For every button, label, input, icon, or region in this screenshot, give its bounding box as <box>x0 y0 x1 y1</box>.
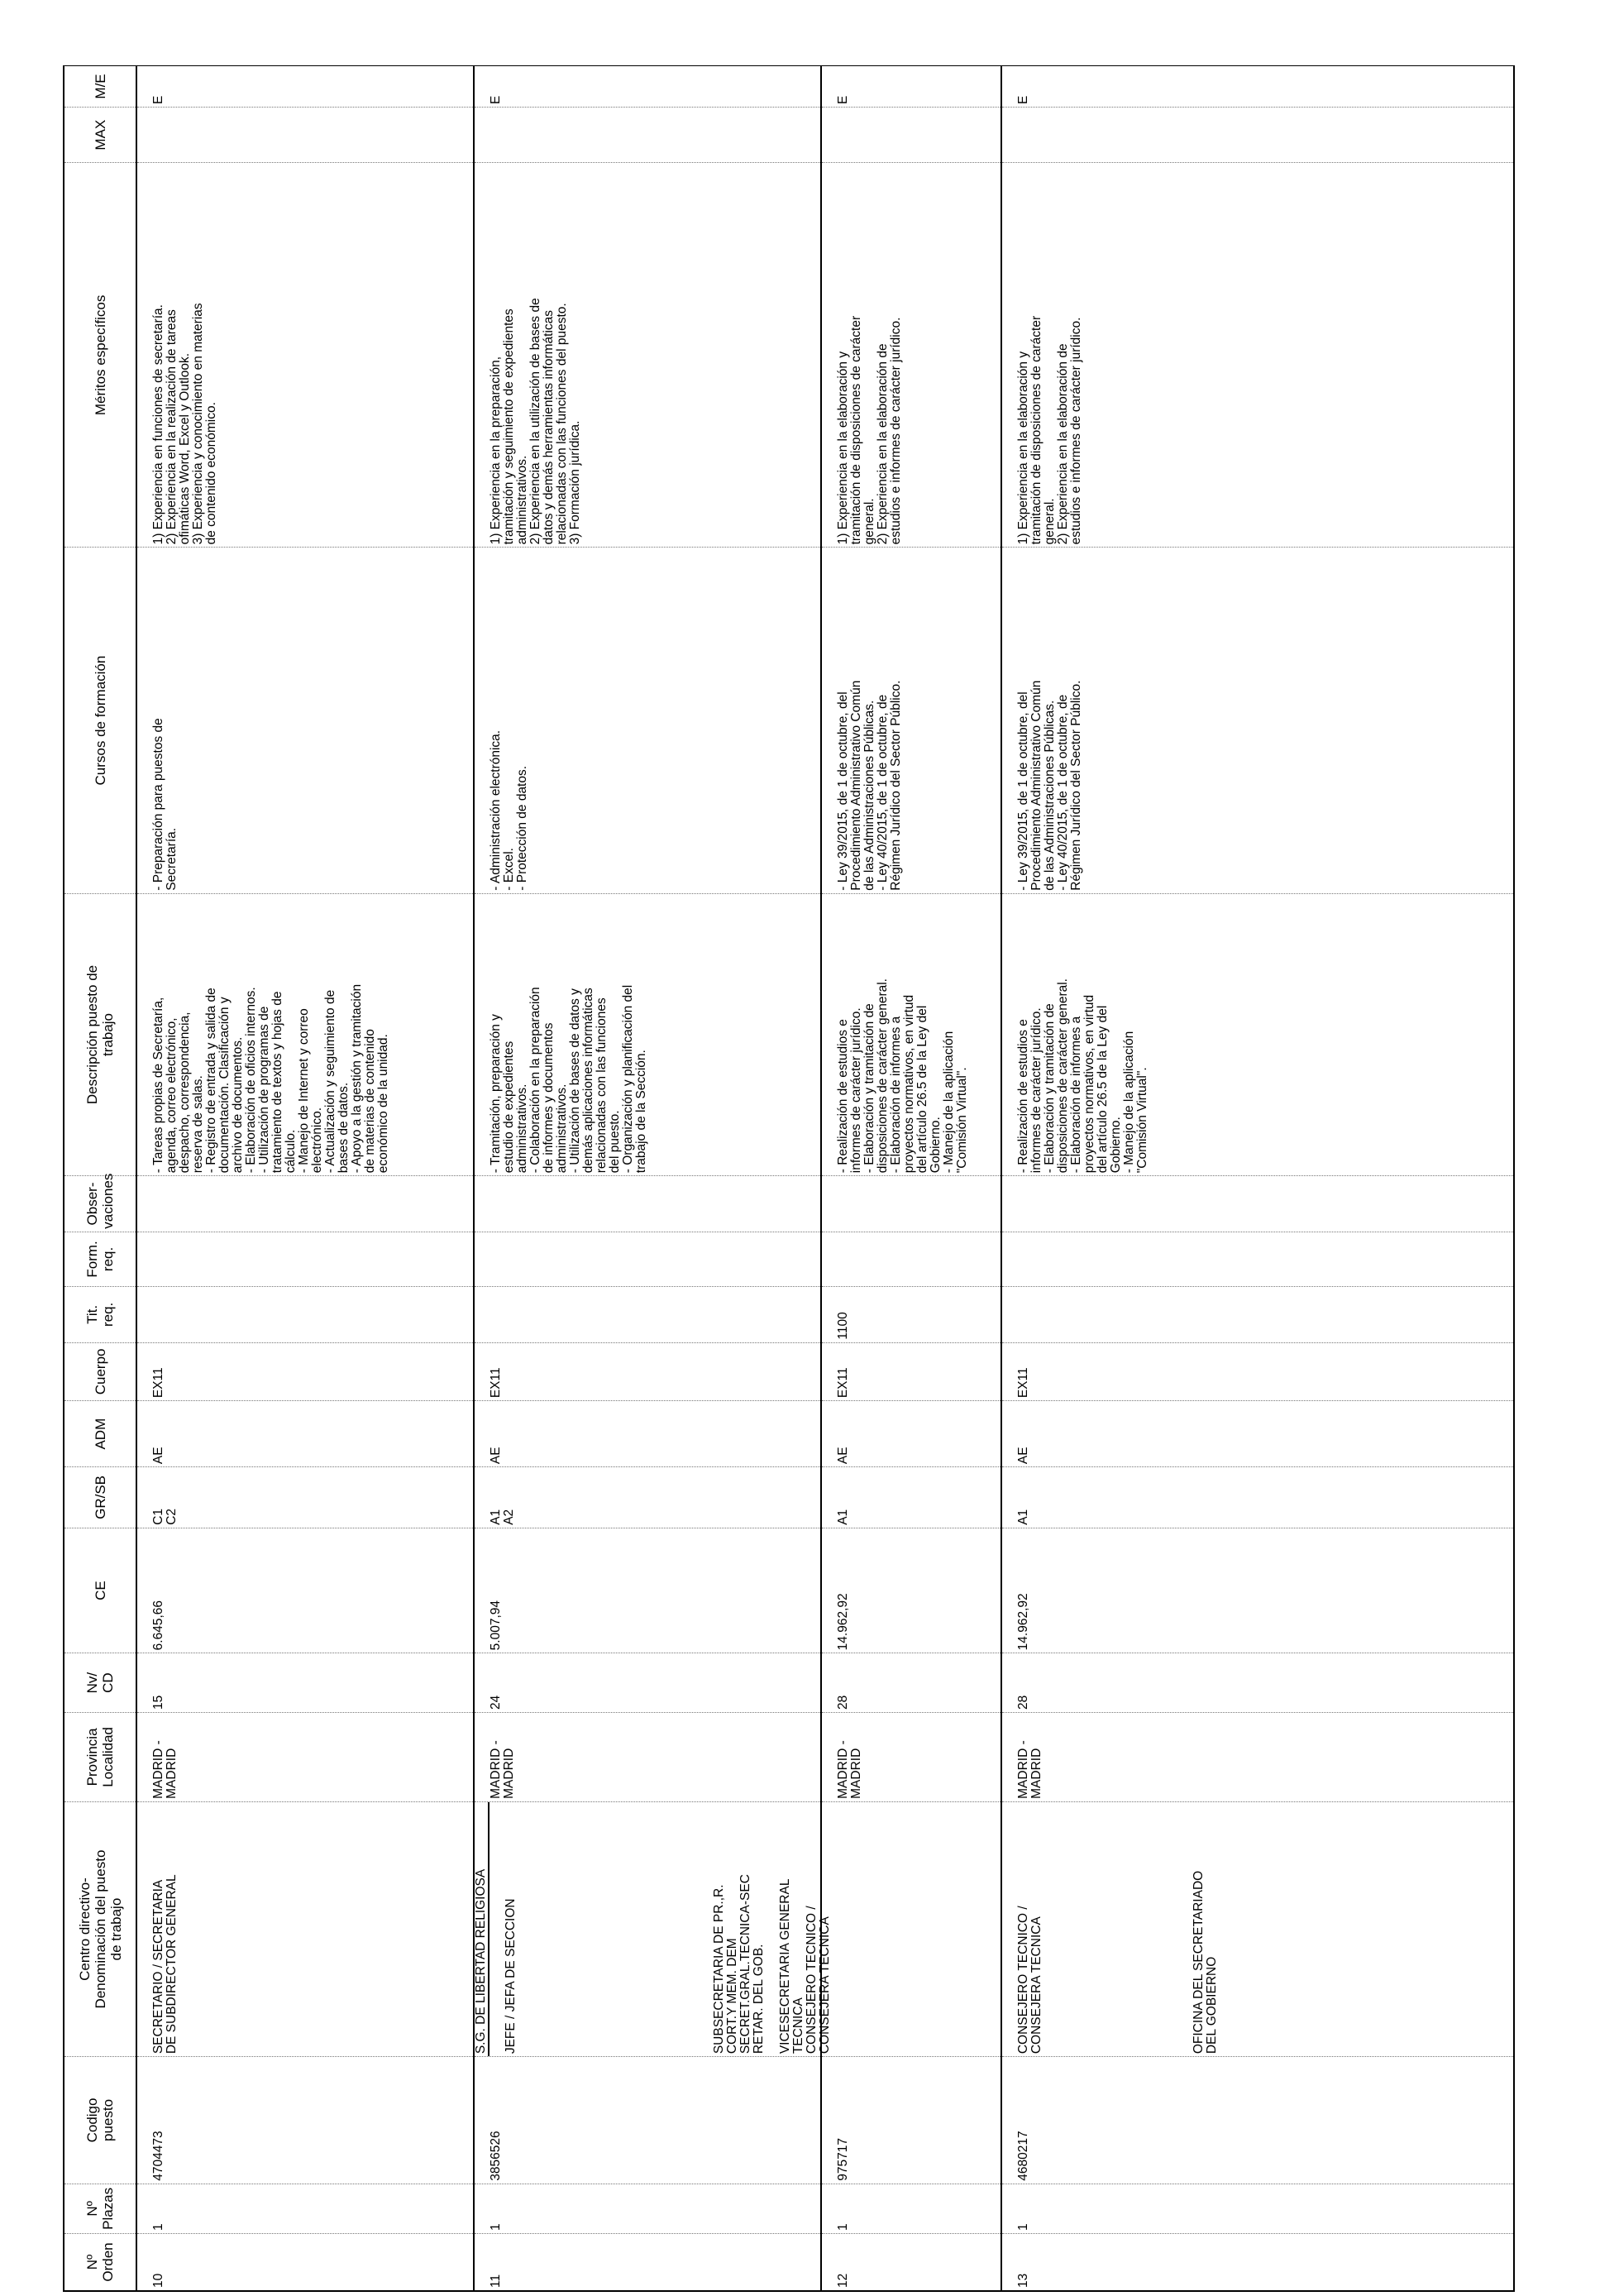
header-row <box>64 66 136 2292</box>
cell-max <box>821 107 1001 162</box>
cell-cursos: - Preparación para puestos de Secretaría. <box>136 548 474 893</box>
header-me: M/E <box>64 66 136 108</box>
cell-adm: AE <box>136 1401 474 1467</box>
header-cuerpo: Cuerpo <box>64 1342 136 1401</box>
cell-me: E <box>1001 66 1514 108</box>
cell-ce: 14.962,92 <box>821 1528 1001 1653</box>
cell-titulacion <box>136 1287 474 1342</box>
cell-nivel: 28 <box>821 1653 1001 1713</box>
header-provincia: Provincia Localidad <box>64 1712 136 1801</box>
header-codigo: Codigo puesto <box>64 2057 136 2184</box>
cell-max <box>474 107 821 162</box>
cell-max <box>1001 107 1514 162</box>
cell-nivel: 24 <box>474 1653 821 1713</box>
cell-grupo: A1 A2 <box>474 1467 821 1528</box>
cell-descripcion: - Tramitación, preparación y estudio de expedientes administrativos. - Colaboración en la preparación de informes y documentos administrativos. - Utilización de bases de datos y demás aplicaciones informáticas relacionadas con las funciones del puesto. - Organización y planificación del trabajo de la Sección. <box>474 893 821 1176</box>
header-adm: ADM <box>64 1401 136 1467</box>
cell-ce: 6.645,66 <box>136 1528 474 1653</box>
cell-codigo: 4704473 <box>136 2057 474 2184</box>
cell-centro: SECRETARIO / SECRETARIA DE SUBDIRECTOR GENERAL <box>136 1801 474 2056</box>
cell-adm: AE <box>474 1401 821 1467</box>
cell-ce: 14.962,92 <box>1001 1528 1514 1653</box>
cell-descripcion: - Tareas propias de Secretaría, agenda, correo electrónico, despacho, correspondencia, reserva de salas. - Registro de entrada y salida de documentación. Clasificación y archivo de documentos. - Elaboración de oficios internos. - Utilización de programas de tratamiento de textos y hojas de cálculo. - Manejo de Internet y correo electrónico. - Actualización y seguimiento de bases de datos. - Apoyo a la gestión y tramitación de materias de contenido económico de la unidad. <box>136 893 474 1176</box>
header-plazas: Nº Plazas <box>64 2184 136 2233</box>
cell-ce: 5.007,94 <box>474 1528 821 1653</box>
cell-cursos: - Administración electrónica. - Excel. - Protección de datos. <box>474 548 821 893</box>
cell-grupo: A1 <box>821 1467 1001 1528</box>
header-orden: Nº Orden <box>64 2233 136 2291</box>
cell-grupo: A1 <box>1001 1467 1514 1528</box>
cell-titulacion <box>1001 1287 1514 1342</box>
cell-codigo: 4680217 <box>1001 2057 1514 2184</box>
header-grupo: GR/SB <box>64 1467 136 1528</box>
cell-titulacion: 1100 <box>821 1287 1001 1342</box>
cell-grupo: C1 C2 <box>136 1467 474 1528</box>
header-observaciones: Obser- vaciones <box>64 1176 136 1232</box>
centro-group-label: S.G. DE LIBERTAD RELIGIOSA <box>474 1868 488 2054</box>
cell-observaciones <box>1001 1176 1514 1232</box>
header-meritos: Méritos específicos <box>64 163 136 548</box>
centro-group-label: SUBSECRETARIA DE PR.,R. CORT.Y MEM. DEM SECRET.GRAL.TECNICA-SEC RETAR. DEL GOB. VICESECRETARIA GENERAL TECNICA <box>712 1874 805 2054</box>
cell-observaciones <box>136 1176 474 1232</box>
cell-plazas: 1 <box>474 2184 821 2233</box>
header-nivel: Nv/ CD <box>64 1653 136 1713</box>
cell-cuerpo: EX11 <box>821 1342 1001 1401</box>
cell-me: E <box>474 66 821 108</box>
header-centro: Centro directivo- Denominación del puesto de trabajo <box>64 1801 136 2056</box>
cell-meritos: 1) Experiencia en la preparación, tramitación y seguimiento de expedientes administrativos. 2) Experiencia en la utilización de bases de datos y demás herramientas informáticas relacionadas con las funciones del puesto. 3) Formación jurídica. <box>474 163 821 548</box>
cell-provincia: MADRID - MADRID <box>1001 1712 1514 1801</box>
table-row <box>821 66 1001 2292</box>
cell-centro <box>1001 1801 1514 2056</box>
cell-me: E <box>136 66 474 108</box>
cell-observaciones <box>474 1176 821 1232</box>
header-cursos: Cursos de formación <box>64 548 136 893</box>
cell-max <box>136 107 474 162</box>
cell-cursos: - Ley 39/2015, de 1 de octubre, del Procedimiento Administrativo Común de las Administraciones Públicas. - Ley 40/2015, de 1 de octubre, de Régimen Jurídico del Sector Público. <box>1001 548 1514 893</box>
cell-orden: 11 <box>474 2233 821 2291</box>
table-row <box>136 66 474 2292</box>
cell-orden: 10 <box>136 2233 474 2291</box>
cell-plazas: 1 <box>136 2184 474 2233</box>
centro-group-label: OFICINA DEL SECRETARIADO DEL GOBIERNO <box>1192 1870 1219 2054</box>
cell-codigo: 3856526 <box>474 2057 821 2184</box>
table-row <box>1001 66 1514 2292</box>
cell-meritos: 1) Experiencia en la elaboración y tramitación de disposiciones de carácter general. 2) Experiencia en la elaboración de estudios e informes de carácter jurídico. <box>821 163 1001 548</box>
cell-centro <box>712 1801 1001 2056</box>
puestos-table <box>63 65 1515 2292</box>
cell-formacion <box>136 1232 474 1286</box>
cell-me: E <box>821 66 1001 108</box>
cell-adm: AE <box>1001 1401 1514 1467</box>
cell-formacion <box>474 1232 821 1286</box>
cell-plazas: 1 <box>1001 2184 1514 2233</box>
cell-cuerpo: EX11 <box>474 1342 821 1401</box>
cell-cuerpo: EX11 <box>136 1342 474 1401</box>
cell-provincia: MADRID - MADRID <box>136 1712 474 1801</box>
cell-descripcion: - Realización de estudios e informes de carácter jurídico. - Elaboración y tramitación de disposiciones de carácter general. - Elaboración de informes a proyectos normativos, en virtud del artículo 26.5 de la Ley del Gobierno. - Manejo de la aplicación "Comisión Virtual". <box>1001 893 1514 1176</box>
cell-observaciones <box>821 1176 1001 1232</box>
cell-descripcion: - Realización de estudios e informes de carácter jurídico. - Elaboración y tramitación de disposiciones de carácter general. - Elaboración de informes a proyectos normativos, en virtud del artículo 26.5 de la Ley del Gobierno. - Manejo de la aplicación "Comisión Virtual". <box>821 893 1001 1176</box>
header-formacion: Form. req. <box>64 1232 136 1286</box>
centro-puesto: CONSEJERO TECNICO / CONSEJERA TECNICA <box>1016 1906 1044 2054</box>
cell-orden: 12 <box>821 2233 1001 2291</box>
cell-meritos: 1) Experiencia en la elaboración y tramitación de disposiciones de carácter general. 2) Experiencia en la elaboración de estudios e informes de carácter jurídico. <box>1001 163 1514 548</box>
cell-titulacion <box>474 1287 821 1342</box>
cell-meritos: 1) Experiencia en funciones de secretaría. 2) Experiencia en la realización de tareas ofimáticas Word, Excel y Outlook. 3) Experiencia y conocimiento en materias de contenido económico. <box>136 163 474 548</box>
cell-formacion <box>821 1232 1001 1286</box>
header-titulacion: Tit. req. <box>64 1287 136 1342</box>
cell-provincia: MADRID - MADRID <box>821 1712 1001 1801</box>
header-descripcion: Descripción puesto de trabajo <box>64 893 136 1176</box>
centro-puesto: JEFE / JEFA DE SECCION <box>504 1898 518 2054</box>
cell-nivel: 15 <box>136 1653 474 1713</box>
cell-adm: AE <box>821 1401 1001 1467</box>
header-ce: CE <box>64 1528 136 1653</box>
cell-plazas: 1 <box>821 2184 1001 2233</box>
centro-puesto: CONSEJERO TECNICO / CONSEJERA TECNICA <box>805 1906 832 2054</box>
cell-cursos: - Ley 39/2015, de 1 de octubre, del Procedimiento Administrativo Común de las Administraciones Públicas. - Ley 40/2015, de 1 de octubre, de Régimen Jurídico del Sector Público. <box>821 548 1001 893</box>
cell-formacion <box>1001 1232 1514 1286</box>
header-max: MAX <box>64 107 136 162</box>
cell-nivel: 28 <box>1001 1653 1514 1713</box>
cell-cuerpo: EX11 <box>1001 1342 1514 1401</box>
cell-orden: 13 <box>1001 2233 1514 2291</box>
cell-provincia: MADRID - MADRID <box>474 1712 821 1801</box>
cell-codigo: 975717 <box>821 2057 1001 2184</box>
